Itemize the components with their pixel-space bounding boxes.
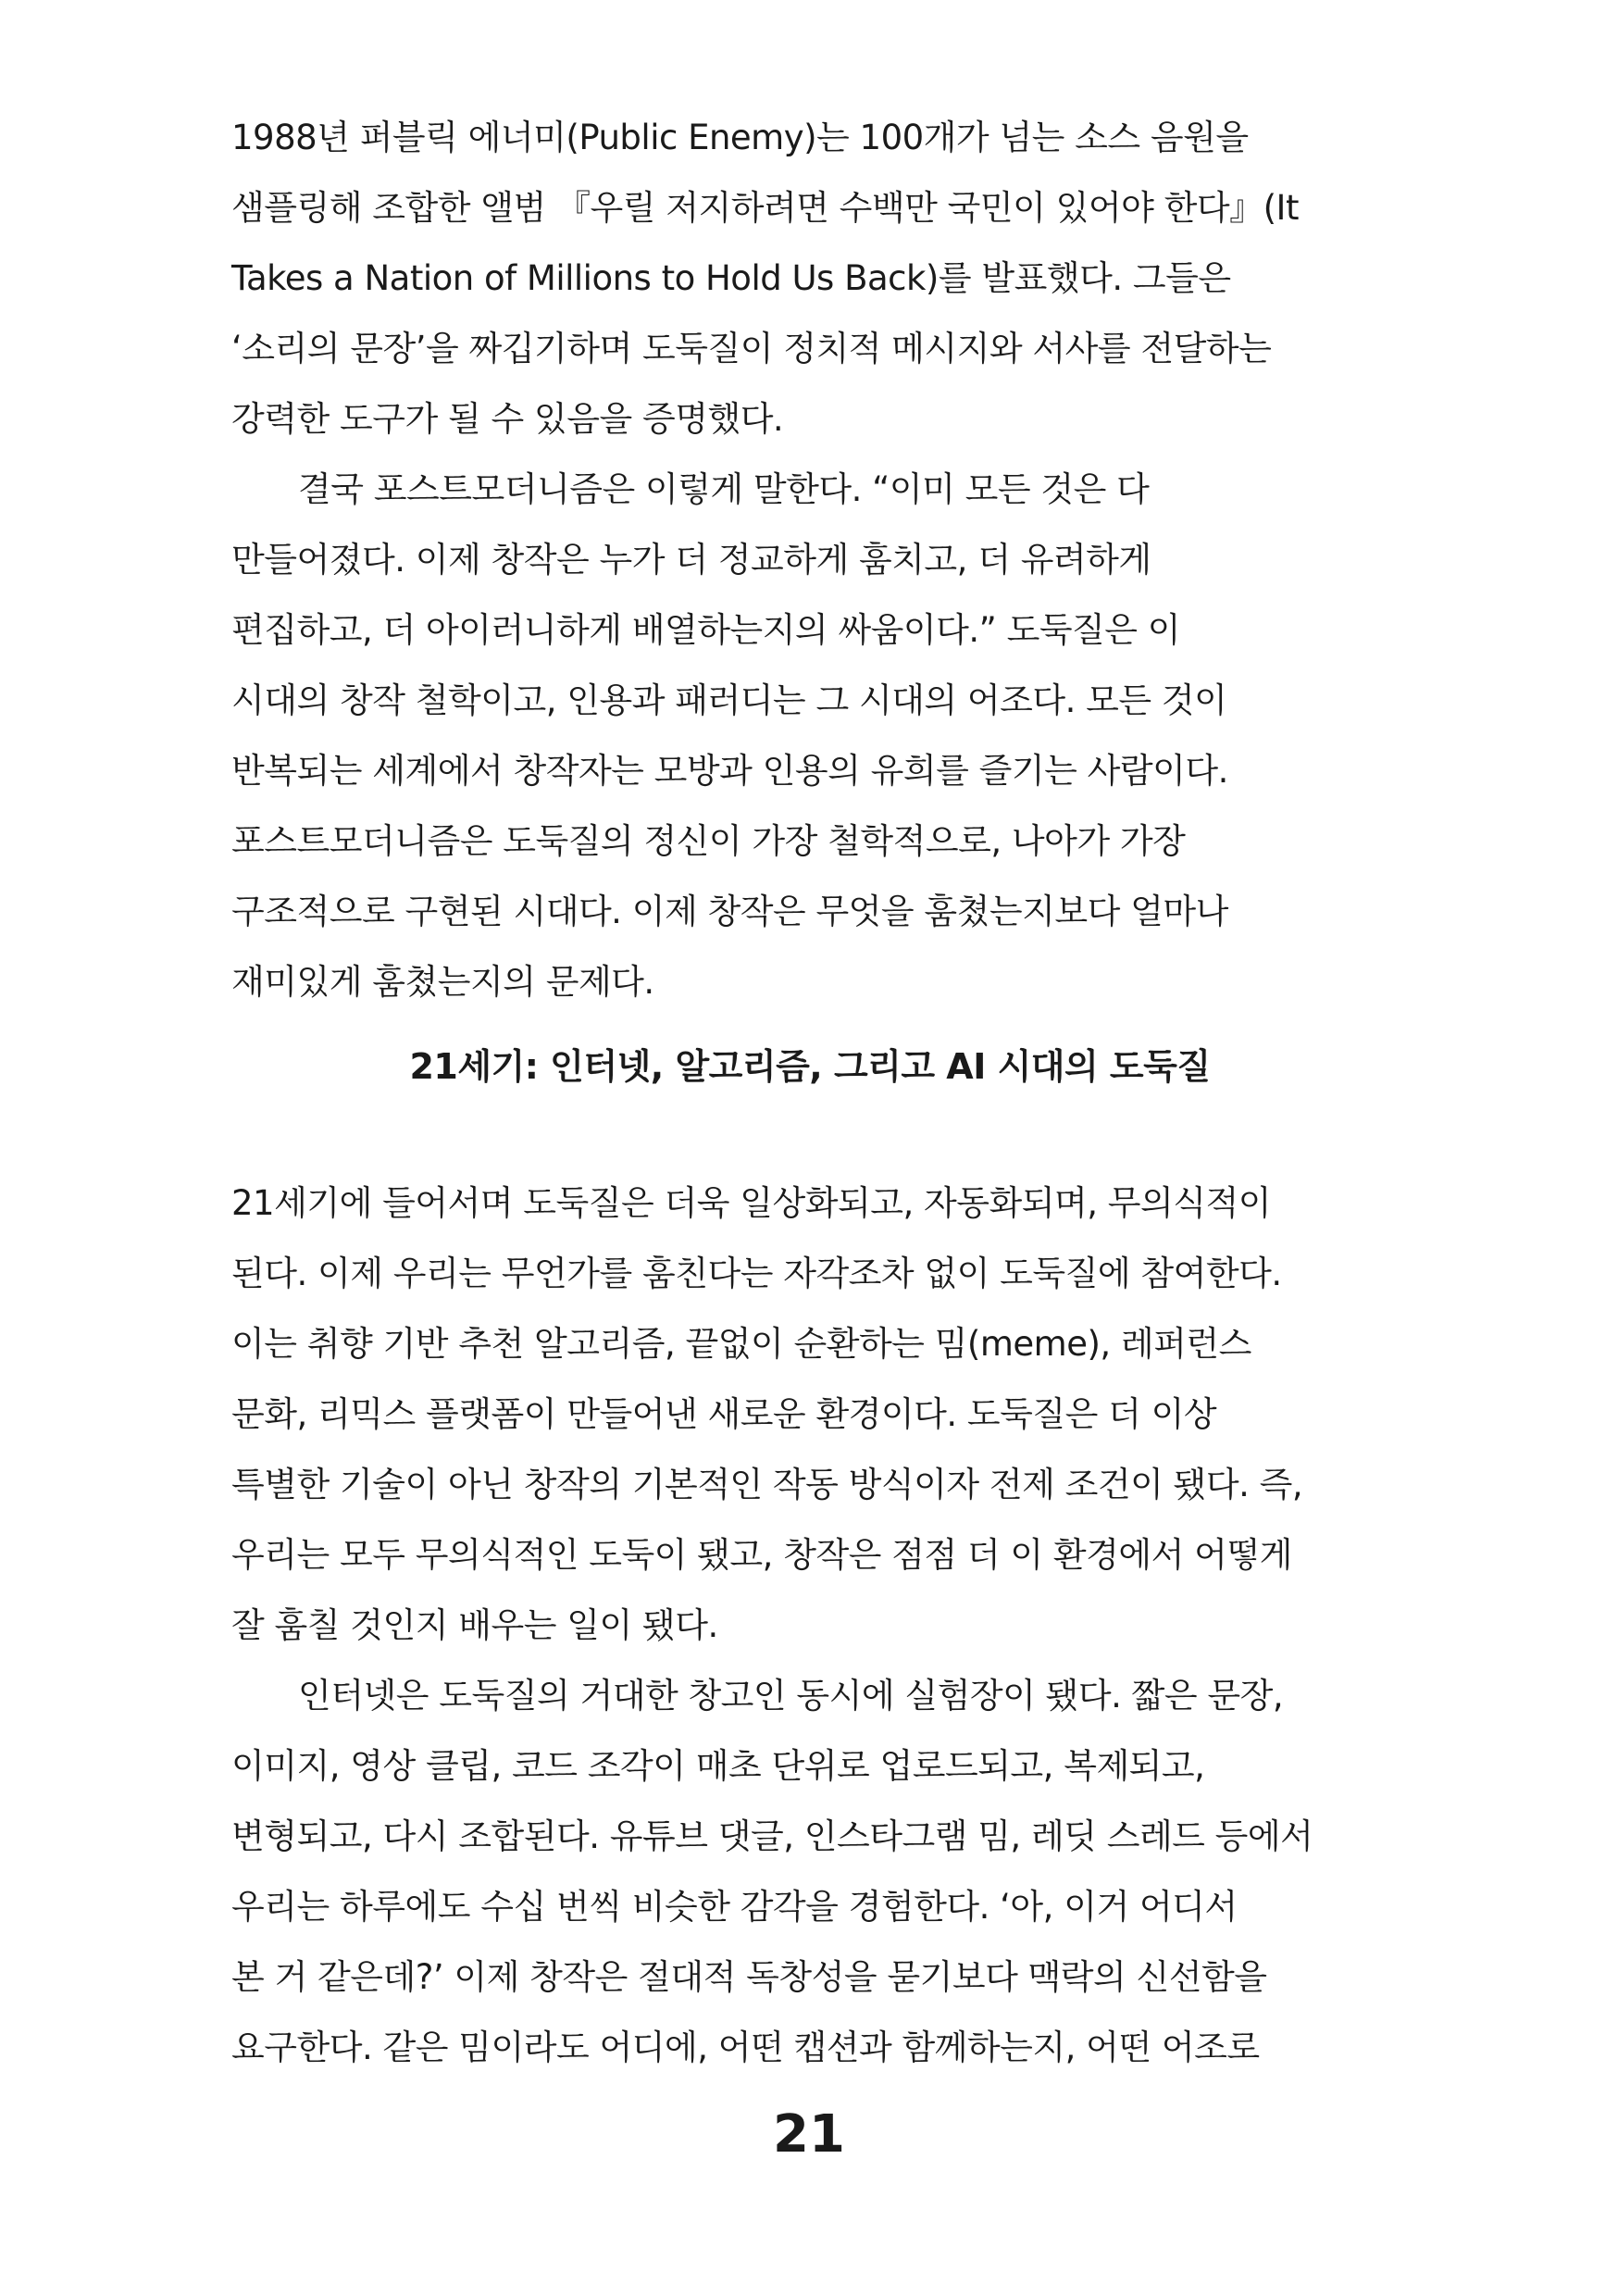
text-line: 1988년 퍼블릭 에너미(Public Enemy)는 100개가 넘는 소스 음원을 — [231, 118, 1249, 157]
text-line: 포스트모더니즘은 도둑질의 정신이 가장 철학적으로, 나아가 가장 — [231, 821, 1186, 861]
body-text-section-1 — [231, 103, 1388, 1017]
text-line: 본 거 같은데?’ 이제 창작은 절대적 독창성을 묻기보다 맥락의 신선함을 — [231, 1957, 1267, 1997]
text-line: 문화, 리믹스 플랫폼이 만들어낸 새로운 환경이다. 도둑질은 더 이상 — [231, 1394, 1217, 1434]
text-line: 우리는 모두 무의식적인 도둑이 됐고, 창작은 점점 더 이 환경에서 어떻게 — [231, 1535, 1292, 1575]
body-text-section-2 — [231, 1168, 1388, 2083]
text-line: ‘소리의 문장’을 짜깁기하며 도둑질이 정치적 메시지와 서사를 전달하는 — [231, 329, 1272, 368]
text-line-paragraph-start: 결국 포스트모더니즘은 이렇게 말한다. “이미 모든 것은 다 — [298, 469, 1150, 509]
text-line: 이미지, 영상 클립, 코드 조각이 매초 단위로 업로드되고, 복제되고, — [231, 1746, 1205, 1786]
text-line: 이는 취향 기반 추천 알고리즘, 끝없이 순환하는 밈(meme), 레퍼런스 — [231, 1324, 1251, 1364]
page-number: 21 — [773, 2104, 845, 2165]
text-line: 변형되고, 다시 조합된다. 유튜브 댓글, 인스타그램 밈, 레딧 스레드 등에서 — [231, 1816, 1313, 1856]
text-line: 편집하고, 더 아이러니하게 배열하는지의 싸움이다.” 도둑질은 이 — [231, 610, 1181, 650]
text-line: 샘플링해 조합한 앨범 『우릴 저지하려면 수백만 국민이 있어야 한다』(It — [231, 188, 1299, 228]
text-line: 재미있게 훔쳤는지의 문제다. — [231, 962, 654, 1002]
text-line: Takes a Nation of Millions to Hold Us Back)를 발표했다. 그들은 — [231, 258, 1231, 298]
text-line: 시대의 창작 철학이고, 인용과 패러디는 그 시대의 어조다. 모든 것이 — [231, 680, 1227, 720]
text-line: 특별한 기술이 아닌 창작의 기본적인 작동 방식이자 전제 조건이 됐다. 즉, — [231, 1465, 1303, 1504]
text-line: 우리는 하루에도 수십 번씩 비슷한 감각을 경험한다. ‘아, 이거 어디서 — [231, 1887, 1238, 1927]
text-line: 21세기에 들어서며 도둑질은 더욱 일상화되고, 자동화되며, 무의식적이 — [231, 1183, 1271, 1223]
text-line: 된다. 이제 우리는 무언가를 훔친다는 자각조차 없이 도둑질에 참여한다. — [231, 1254, 1282, 1293]
text-line: 강력한 도구가 될 수 있음을 증명했다. — [231, 399, 784, 439]
text-line: 반복되는 세계에서 창작자는 모방과 인용의 유희를 즐기는 사람이다. — [231, 751, 1228, 791]
text-line: 구조적으로 구현된 시대다. 이제 창작은 무엇을 훔쳤는지보다 얼마나 — [231, 892, 1228, 931]
text-line: 만들어졌다. 이제 창작은 누가 더 정교하게 훔치고, 더 유려하게 — [231, 540, 1151, 580]
text-line-paragraph-start: 인터넷은 도둑질의 거대한 창고인 동시에 실험장이 됐다. 짧은 문장, — [298, 1676, 1284, 1716]
text-line: 요구한다. 같은 밈이라도 어디에, 어떤 캡션과 함께하는지, 어떤 어조로 — [231, 2028, 1260, 2067]
section-heading: 21세기: 인터넷, 알고리즘, 그리고 AI 시대의 도둑질 — [409, 1046, 1211, 1087]
text-line: 잘 훔칠 것인지 배우는 일이 됐다. — [231, 1605, 718, 1645]
